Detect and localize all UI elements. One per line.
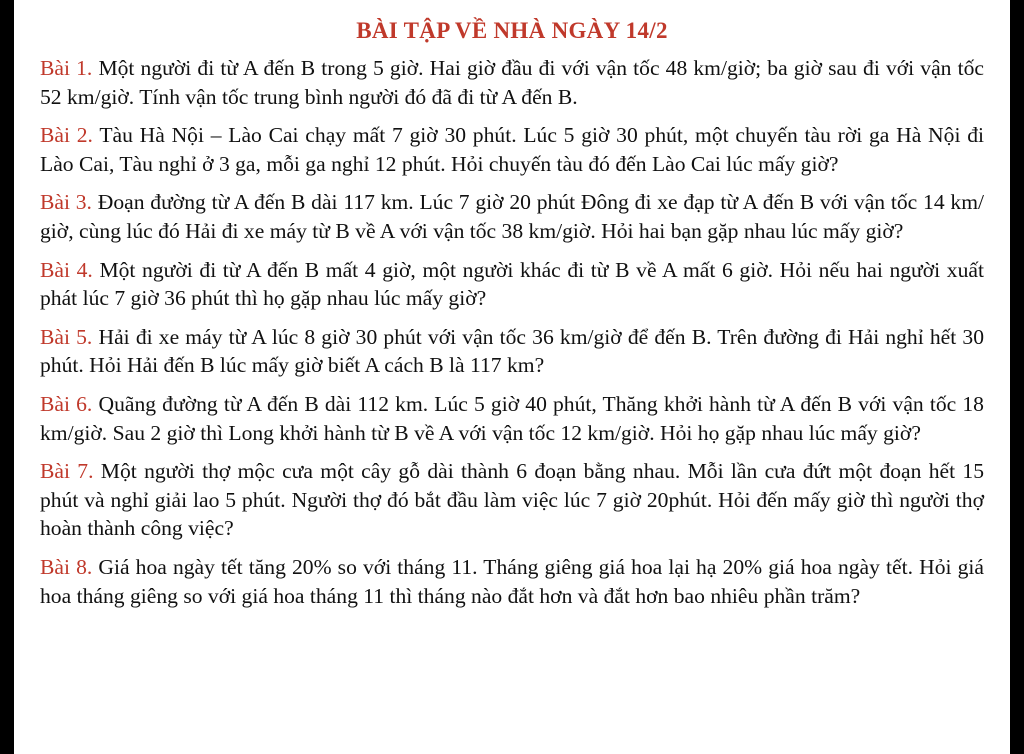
problem-text: Quãng đường từ A đến B dài 112 km. Lúc 5 giờ 40 phút, Thăng khởi hành từ A đến B với vận tốc 18 km/giờ. Sau 2 giờ thì Long khởi hành từ B về A với vận tốc 12 km/giờ. Hỏi họ gặp nhau lúc mấy giờ? [40,391,984,445]
problem-3 [40,188,984,245]
problem-label: Bài 8. [40,554,93,579]
problem-text: Giá hoa ngày tết tăng 20% so với tháng 11. Tháng giêng giá hoa lại hạ 20% giá hoa ngày tết. Hỏi giá hoa tháng giêng so với giá hoa tháng 11 thì tháng nào đắt hơn và đắt hơn bao nhiêu phần trăm? [40,554,984,608]
problem-text: Một người đi từ A đến B trong 5 giờ. Hai giờ đầu đi với vận tốc 48 km/giờ; ba giờ sau đi với vận tốc 52 km/giờ. Tính vận tốc trung bình người đó đã đi từ A đến B. [40,56,984,109]
problem-label: Bài 7. [40,459,94,484]
problem-5 [40,323,984,380]
problem-label: Bài 1. [40,56,93,80]
problem-6 [40,390,984,447]
problem-1 [40,54,984,111]
worksheet-page [14,0,1010,754]
problem-text: Đoạn đường từ A đến B dài 117 km. Lúc 7 giờ 20 phút Đông đi xe đạp từ A đến B với vận tốc 14 km/ giờ, cùng lúc đó Hải đi xe máy từ B về A với vận tốc 38 km/giờ. Hỏi hai bạn gặp nhau lúc mấy giờ? [40,190,984,243]
problem-text: Một người thợ mộc cưa một cây gỗ dài thành 6 đoạn bằng nhau. Mỗi lần cưa đứt một đoạn hết 15 phút và nghỉ giải lao 5 phút. Người thợ đó bắt đầu làm việc lúc 7 giờ 20phút. Hỏi đến mấy giờ thì người thợ hoàn thành công việc? [40,459,984,541]
problem-8 [40,553,984,610]
problem-label: Bài 2. [40,123,93,148]
problem-text: Hải đi xe máy từ A lúc 8 giờ 30 phút với vận tốc 36 km/giờ để đến B. Trên đường đi Hải nghỉ hết 30 phút. Hỏi Hải đến B lúc mấy giờ biết A cách B là 117 km? [40,324,984,378]
problem-label: Bài 6. [40,391,93,416]
problem-7 [40,457,984,543]
problem-2 [40,121,984,178]
problem-text: Một người đi từ A đến B mất 4 giờ, một người khác đi từ B về A mất 6 giờ. Hỏi nếu hai người xuất phát lúc 7 giờ 36 phút thì họ gặp nhau lúc mấy giờ? [40,257,984,311]
problem-label: Bài 4. [40,257,93,282]
page-title: BÀI TẬP VỀ NHÀ NGÀY 14/2 [356,18,668,43]
problem-text: Tàu Hà Nội – Lào Cai chạy mất 7 giờ 30 phút. Lúc 5 giờ 30 phút, một chuyến tàu rời ga Hà Nội đi Lào Cai, Tàu nghỉ ở 3 ga, mỗi ga nghỉ 12 phút. Hỏi chuyến tàu đó đến Lào Cai lúc mấy giờ? [40,123,984,176]
problem-4 [40,256,984,313]
problem-label: Bài 5. [40,324,93,349]
problem-label: Bài 3. [40,190,92,215]
